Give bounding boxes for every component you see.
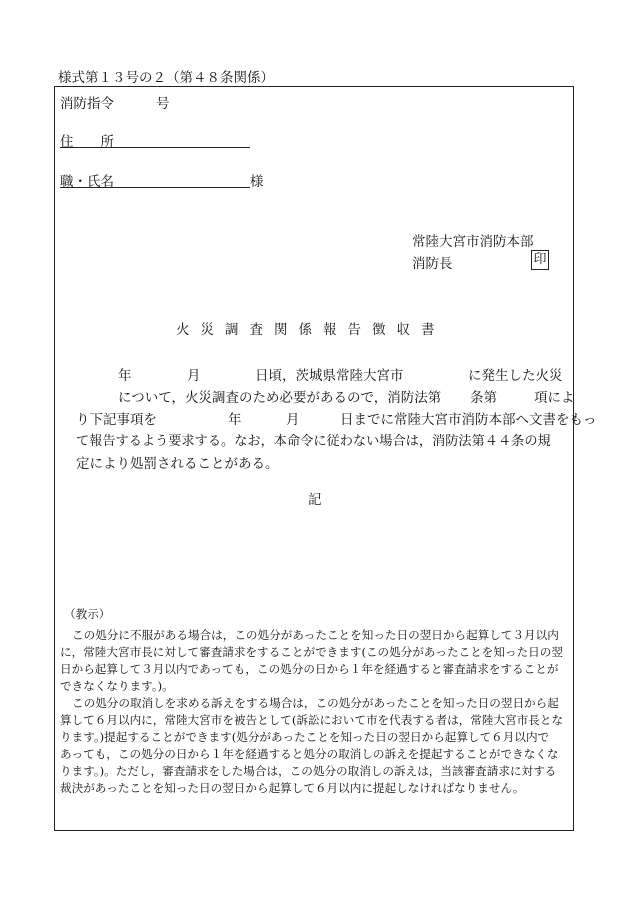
form-number: 様式第１３号の２（第４８条関係） <box>58 70 274 86</box>
body-line5: 定により処罰されることがある。 <box>76 456 279 472</box>
address-underline <box>60 147 250 148</box>
order-suffix: 号 <box>156 96 170 112</box>
instruction-line: ります。)。ただし，審査請求をした場合は，この処分の取消しの訴えは，当該審査請求に対する <box>60 764 557 778</box>
instruction-heading: （教示） <box>64 607 111 621</box>
order-label: 消防指令 <box>60 96 114 112</box>
body-line3-head: り下記事項を <box>76 412 157 428</box>
instruction-line: 裁決があったことを知った日の翌日から起算して６月以内に提起しなければなりません。 <box>60 781 525 795</box>
body-line2-tail: 項によ <box>534 390 575 406</box>
instruction-line: に，常陸大宮市長に対して審査請求をすることができます(この処分があったことを知った日の翌 <box>60 645 563 659</box>
body-line3-year: 年 <box>228 412 242 428</box>
seal-mark: 印 <box>531 250 549 270</box>
name-underline <box>60 187 250 188</box>
honorific: 様 <box>250 174 264 190</box>
instruction-line: この処分の取消しを求める訴えをする場合は，この処分があったことを知った日の翌日から起 <box>72 696 559 710</box>
issuer-organization: 常陸大宮市消防本部 <box>412 234 534 250</box>
document-title: 火災調査関係報告徴収書 <box>176 322 446 338</box>
instruction-line: ります。)提起することができます(処分があったことを知った日の翌日から起算して６月以内で <box>60 730 550 744</box>
instruction-line: この処分に不服がある場合は，この処分があったことを知った日の翌日から起算して３月以内 <box>72 628 559 642</box>
instruction-line: あっても，この処分の日から１年を経過すると処分の取消しの訴えを提起することができなくな <box>60 747 559 761</box>
body-line1-year: 年 <box>118 368 132 384</box>
instruction-line: できなくなります。)。 <box>60 679 174 693</box>
body-line1-day: 日頃，茨城県常陸大宮市 <box>255 368 404 384</box>
body-line1-tail: に発生した火災 <box>468 368 563 384</box>
body-line3-month: 月 <box>286 412 300 428</box>
body-line2-article: 条第 <box>470 390 497 406</box>
name-label: 職・氏名 <box>60 174 114 190</box>
body-line4: て報告するよう要求する。なお，本命令に従わない場合は，消防法第４４条の規 <box>76 434 551 449</box>
body-line1-month: 月 <box>187 368 201 384</box>
address-label: 住 所 <box>60 134 114 150</box>
ki-heading: 記 <box>308 492 322 508</box>
body-line3-tail: 日までに常陸大宮市消防本部へ文書をもっ <box>340 412 597 428</box>
issuer-title: 消防長 <box>412 256 453 272</box>
instruction-line: 算して６月以内に，常陸大宮市を被告として(訴訟において市を代表する者は，常陸大宮市長とな <box>60 713 564 727</box>
body-line2-head: について，火災調査のため必要があるので，消防法第 <box>118 390 442 406</box>
instruction-line: 日から起算して３月以内であっても，この処分の日から１年を経過すると審査請求をすることが <box>60 662 559 676</box>
